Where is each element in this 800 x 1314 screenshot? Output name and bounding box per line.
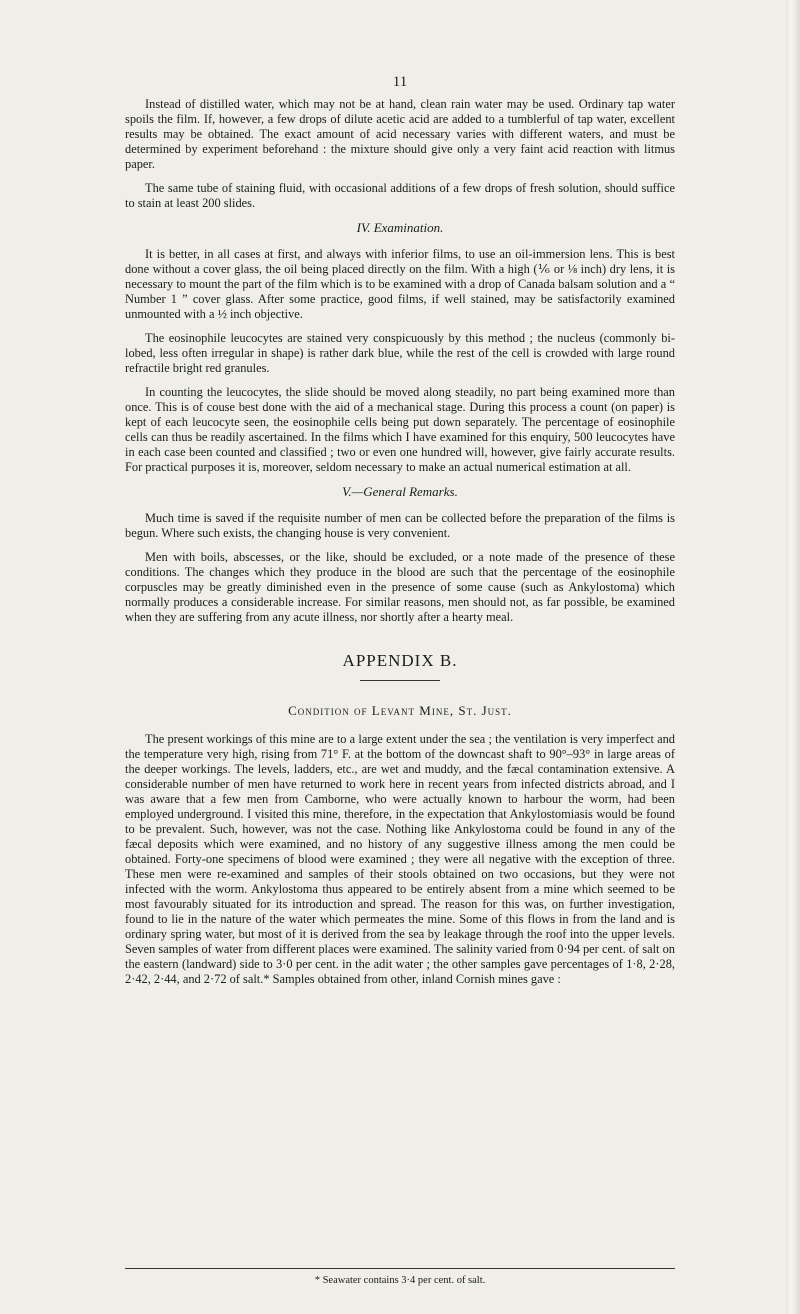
intro-paragraph-1: Instead of distilled water, which may not be at hand, clean rain water may be used. Ordinary tap water spoils the film. If, however, a few drops of dilute acetic acid are added to a tumblerful of tap water, excellent results may be obtained. The exact amount of acid necessary varies with different waters, and must be determined by experiment beforehand : the mixture should give only a very faint acid reaction with litmus paper. xyxy=(125,97,675,171)
section-v-paragraph-2: Men with boils, abscesses, or the like, should be excluded, or a note made of the presence of these conditions. The changes which they produce in the blood are such that the percentage of the eosinophile corpuscles may be greatly diminished even in the presence of some cause (such as Ankylostoma) which normally produces a considerable increase. For similar reasons, men should not, as far possible, be examined when they are suffering from any acute illness, nor shortly after a hearty meal. xyxy=(125,550,675,624)
page-number: 11 xyxy=(392,74,408,90)
appendix-subtitle: Condition of Levant Mine, St. Just. xyxy=(288,703,512,718)
section-iv-paragraph-3: In counting the leucocytes, the slide should be moved along steadily, no part being examined more than once. This is of couse best done with the aid of a mechanical stage. During this process a count (on paper) is kept of each leucocyte seen, the eosinophile cells being put down separately. The percentage of eosinophile cells can thus be readily ascertained. In the films which I have examined for this enquiry, 500 leucocytes have in each case been counted and classified ; two or even one hundred will, however, give fairly accurate results. For practical purposes it is, moreover, seldom necessary to make an actual numerical estimation at all. xyxy=(125,385,675,474)
page-edge xyxy=(786,0,800,1314)
footnote-divider xyxy=(125,1268,675,1269)
section-iv-paragraph-1: It is better, in all cases at first, and always with inferior films, to use an oil-immersion lens. This is best done without a cover glass, the oil being placed directly on the film. With a high (⅙ or ⅛ inch) dry lens, it is necessary to mount the part of the film which is to be examined with a drop of Canada balsam solution and a “ Number 1 ” cover glass. After some practice, good films, if well stained, may be satisfactorily examined unmounted with a ½ inch objective. xyxy=(125,247,675,321)
section-v-heading: V.—General Remarks. xyxy=(342,484,458,499)
intro-paragraph-2: The same tube of staining fluid, with occasional additions of a few drops of fresh solution, should suffice to stain at least 200 slides. xyxy=(125,181,675,210)
appendix-title: APPENDIX B. xyxy=(342,651,458,670)
body-text xyxy=(125,97,675,996)
section-v-paragraph-1: Much time is saved if the requisite number of men can be collected before the preparation of the films is begun. Where such exists, the changing house is very convenient. xyxy=(125,511,675,540)
section-iv-paragraph-2: The eosinophile leucocytes are stained very conspicuously by this method ; the nucleus (commonly bi-lobed, less often irregular in shape) is rather dark blue, while the rest of the cell is crowded with large round refractile bright red granules. xyxy=(125,331,675,375)
appendix-divider xyxy=(360,680,440,681)
appendix-paragraph: The present workings of this mine are to a large extent under the sea ; the ventilation is very imperfect and the temperature very high, rising from 71° F. at the bottom of the downcast shaft to 90°–93° in large areas of the deeper workings. The levels, ladders, etc., are wet and muddy, and the fæcal contamination extensive. A considerable number of men have returned to work here in recent years from infected districts abroad, and I was aware that a few men from Camborne, who were actually known to harbour the worm, had been employed underground. I visited this mine, therefore, in the expectation that Ankylostomiasis would be found to be prevalent. Such, however, was not the case. Nothing like Ankylostoma could be found in any of the fæcal deposits which were examined, and no history of any suggestive illness among the men could be obtained. Forty-one specimens of blood were examined ; they were all negative with the exception of three. These men were re-examined and samples of their stools obtained on two occasions, but they were not infected with the worm. Ankylostoma thus appeared to be entirely absent from a mine which seemed to be most favourably situated for its introduction and spread. The reason for this was, on further investigation, found to lie in the nature of the water which permeates the mine. Some of this flows in from the land and is ordinary spring water, but most of it is derived from the sea by leakage through the roof into the upper levels. Seven samples of water from different places were examined. The salinity varied from 0·94 per cent. of salt on the eastern (landward) side to 3·0 per cent. in the adit water ; the other samples gave percentages of 1·8, 2·28, 2·42, 2·44, and 2·72 of salt.* Samples obtained from other, inland Cornish mines gave : xyxy=(125,732,675,986)
footnote: * Seawater contains 3·4 per cent. of salt. xyxy=(314,1275,486,1286)
section-iv-heading: IV. Examination. xyxy=(356,220,444,235)
